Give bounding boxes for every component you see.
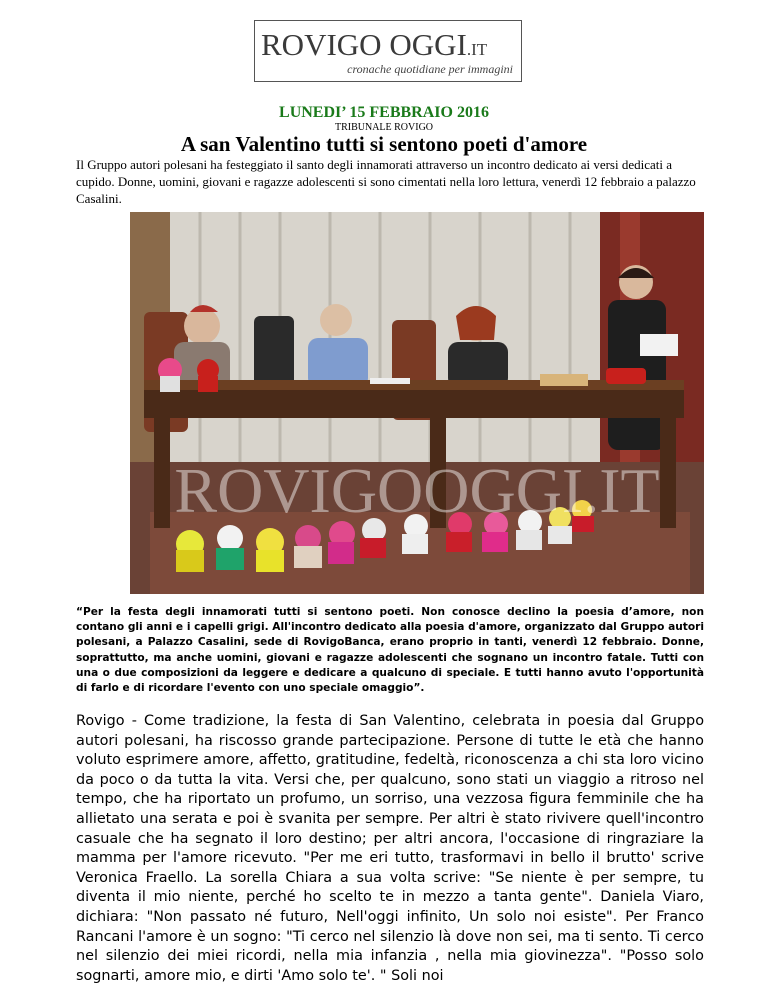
event-photo [130,212,704,594]
article-body [76,712,704,986]
body-paragraph: Rovigo - Come tradizione, la festa di San Valentino, celebrata in poesia dal Gruppo autori polesani, ha riscosso grande partecipazione. Persone di tutte le età che hanno voluto esprimere amore, affetto, gratitudine, fedeltà, riconoscenza a chi sta loro vicino da poco o da tutta la vita. Versi che, per qualcuno, sono stati un viaggio a ritroso nel tempo, che ha riportato un profumo, un sorriso, una vezzosa figura femminile che ha allietato una serata e poi è svanita per sempre. Per altri è stato rivivere quell'incontro casuale che ha segnato il loro destino; per altri ancora, l'occasione di ringraziare la mamma per l'amore ricevuto. "Per me eri tutto, trasformavi in bello il brutto' scrive Veronica Fraello. La sorella Chiara a sua volta scrive: "Se niente è per sempre, tu diventa il mio niente, perché ho scelto te in mezzo a tanta gente". Daniela Viaro, dichiara: "Non passato né futuro, Nell'oggi infinito, Un solo noi esiste". Per Franco Rancani l'amore è un sogno: "Ti cerco nel silenzio là dove non sei, ma ti sento. Ti cerco nel silenzio dei miei ricordi, nella mia infanzia , nella mia giovinezza". "Posso solo sognarti, amore mio, e dirti 'Amo solo te'. " Soli noi [76,713,704,984]
photo-watermark: ROVIGOOGGI.IT [174,455,660,526]
logo-tagline: cronache quotidiane per immagini [347,62,513,76]
article-headline: A san Valentino tutti si sentono poeti d'amore [180,132,588,156]
article-date: LUNEDI’ 15 FEBBRAIO 2016 [279,104,489,121]
logo-brand-second: OGGI [389,27,467,62]
logo-wordmark [261,27,487,63]
article-lead: Il Gruppo autori polesani ha festeggiato il santo degli innamorati attraverso un incontro dedicato ai versi dedicati a cupido. Donne, uomini, giovani e ragazze adolescenti si sono cimentati nella loro lettura, venerdì 12 febbraio a palazzo Casalini. [76,157,696,206]
site-logo [254,20,522,82]
logo-brand-first: ROVIGO [261,27,382,62]
article-section: TRIBUNALE ROVIGO [334,122,434,133]
logo-brand-suffix: .IT [466,40,488,59]
photo-caption: “Per la festa degli innamorati tutti si sentono poeti. Non conosce declino la poesia d’amore, non contano gli anni e i capelli grigi. All'incontro dedicato alla poesia d'amore, organizzato dal Gruppo autori polesani, a Palazzo Casalini, sede di RovigoBanca, erano proprio in tanti, venerdì 12 febbraio. Donne, soprattutto, ma anche uomini, giovani e ragazze adolescenti che sognano un incontro fatale. Tutti con una o due composizioni da leggere e dedicare a qualcuno di speciale. E tutti hanno avuto l'opportunità di farlo e di ricordare l'evento con uno speciale omaggio”. [76,606,704,695]
